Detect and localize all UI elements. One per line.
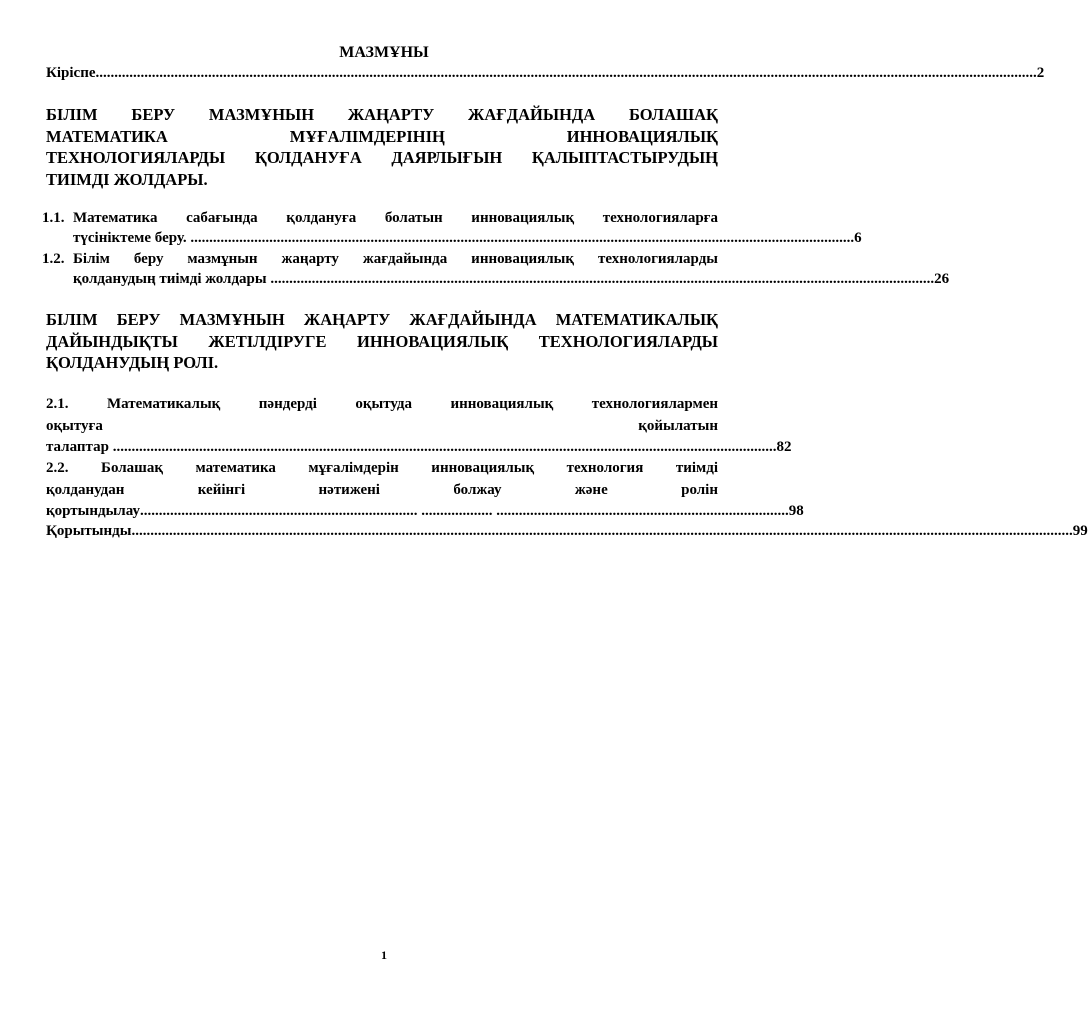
section-title-line: талаптар — [46, 438, 113, 455]
section-title-line-leader — [73, 269, 950, 289]
heading-line: БІЛІМ БЕРУ МАЗМҰНЫН ЖАҢАРТУ ЖАҒДАЙЫНДА МАТЕМАТИКАЛЫҚ — [46, 310, 718, 329]
section-title-line: оқытуға қойылатын — [46, 417, 718, 434]
toc-entry-2-1[interactable] — [46, 394, 792, 458]
section-title-line: түсініктеме беру. — [73, 230, 191, 246]
leader-dots: ................................................................................................................................................................................ — [270, 271, 931, 287]
chapter-2-heading[interactable] — [46, 309, 718, 374]
heading-line: ТЕХНОЛОГИЯЛАРДЫ ҚОЛДАНУҒА ДАЯРЛЫҒЫН ҚАЛЫПТАСТЫРУДЫҢ — [46, 148, 718, 167]
toc-entry-label: Кіріспе — [46, 65, 96, 81]
toc-entry-1-1[interactable] — [73, 208, 862, 248]
toc-entry-conclusion[interactable] — [46, 521, 1088, 541]
leader-dots: ................................................................................................................................................................................ — [190, 230, 851, 246]
leader-dots: .......................................................................................................................................................................................................................................................... — [131, 523, 1069, 539]
toc-entry-2-2[interactable] — [46, 458, 804, 522]
section-title-line: 2.1. Математикалық пәндерді оқытуда инновациялық технологиялармен — [46, 396, 718, 412]
section-title-line-leader — [46, 437, 792, 458]
heading-line: ДАЙЫНДЫҚТЫ ЖЕТІЛДІРУГЕ ИННОВАЦИЯЛЫҚ ТЕХНОЛОГИЯЛАРДЫ — [46, 331, 718, 351]
page-number-footer: 1 — [381, 948, 387, 962]
page-title: МАЗМҰНЫ — [339, 44, 429, 61]
section-title-line: қолданудан кейінгі нәтижені болжау және ролін — [46, 481, 718, 498]
leader-dots: ................................................................................................................................................................................ — [112, 438, 773, 455]
leader-dots: .......................................................................................................................................................................................................................................................... — [95, 65, 1034, 81]
chapter-1-heading[interactable] — [46, 104, 718, 190]
section-title-line: 2.2. Болашақ математика мұғалімдерін инновациялық технология тиімді — [46, 460, 718, 476]
toc-page-number: .99 — [1068, 523, 1088, 539]
section-title-line: қортындылау — [46, 502, 140, 519]
section-title-line-leader — [73, 228, 862, 248]
toc-entry-label: Қорытынды — [46, 523, 132, 539]
section-title-line: Математика сабағында қолдануға болатын инновациялық технологияларға — [73, 210, 718, 226]
section-title-line-leader — [46, 501, 804, 522]
toc-entry-1-2[interactable] — [73, 249, 950, 289]
toc-page-number: .26 — [930, 271, 950, 287]
toc-page-number: .6 — [850, 230, 862, 246]
section-title-line: қолданудың тиімді жолдары — [73, 271, 271, 287]
heading-line: ҚОЛДАНУДЫҢ РОЛІ. — [46, 353, 219, 372]
section-number: 1.2. — [42, 251, 65, 267]
section-number: 1.1. — [42, 210, 65, 226]
section-title-line: Білім беру мазмұнын жаңарту жағдайында инновациялық технологияларды — [73, 251, 718, 267]
toc-entry-intro[interactable] — [46, 63, 1045, 83]
heading-line: БІЛІМ БЕРУ МАЗМҰНЫН ЖАҢАРТУ ЖАҒДАЙЫНДА БОЛАШАҚ — [46, 105, 718, 124]
toc-page-number: .82 — [772, 438, 792, 455]
leader-dots: .......................................................................... ................... ............................................................................. — [139, 502, 785, 519]
toc-page-number: .2 — [1033, 65, 1045, 81]
toc-page-number: .98 — [784, 502, 804, 519]
heading-line: ТИІМДІ ЖОЛДАРЫ. — [46, 169, 208, 189]
heading-line: МАТЕМАТИКА МҰҒАЛІМДЕРІНІҢ ИННОВАЦИЯЛЫҚ — [46, 126, 718, 146]
